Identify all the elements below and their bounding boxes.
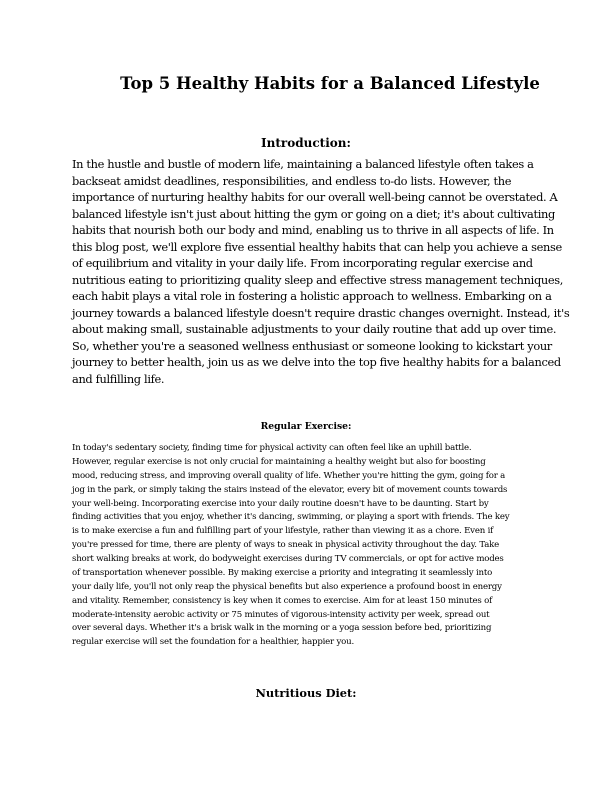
paragraph-line: and vitality. Remember, consistency is key when it comes to exercise. Aim for at least 150 minutes of	[72, 595, 493, 606]
regular-exercise-heading: Regular Exercise:	[260, 421, 352, 432]
paragraph-line: In today's sedentary society, finding time for physical activity can often feel like an uphill battle.	[72, 443, 472, 453]
paragraph-line: backseat amidst deadlines, responsibilities, and endless to-do lists. However, the	[72, 173, 512, 188]
regular-exercise-paragraph	[72, 442, 540, 650]
paragraph-line: jog in the park, or simply taking the stairs instead of the elevator, every bit of movement counts towards	[72, 484, 508, 495]
paragraph-line: However, regular exercise is not only crucial for maintaining a healthy weight but also for boosting	[72, 456, 486, 467]
paragraph-line: short walking breaks at work, do bodyweight exercises during TV commercials, or opt for active modes	[72, 554, 504, 564]
nutritious-diet-heading: Nutritious Diet:	[255, 686, 357, 700]
paragraph-line: and fulfilling life.	[72, 371, 165, 386]
page-title: Top 5 Healthy Habits for a Balanced Lifestyle	[120, 74, 540, 93]
introduction-heading: Introduction:	[261, 136, 351, 150]
paragraph-line: of equilibrium and vitality in your daily life. From incorporating regular exercise and	[72, 256, 533, 270]
paragraph-line: importance of nurturing healthy habits for our overall well-being cannot be overstated. A	[72, 190, 558, 204]
paragraph-line: about making small, sustainable adjustments to your daily routine that add up over time.	[72, 322, 557, 336]
paragraph-line: So, whether you're a seasoned wellness enthusiast or someone looking to kickstart your	[72, 338, 552, 353]
paragraph-line: habits that nourish both our body and mind, enabling us to thrive in all aspects of life. In	[72, 223, 554, 237]
paragraph-line: finding activities that you enjoy, whether it's dancing, swimming, or playing a sport with friends. The key	[72, 512, 510, 523]
paragraph-line: moderate-intensity aerobic activity or 75 minutes of vigorous-intensity activity per week, spread out	[72, 609, 490, 620]
paragraph-line: mood, reducing stress, and improving overall quality of life. Whether you're hitting the gym, going for a	[72, 470, 506, 481]
introduction-paragraph	[72, 156, 570, 387]
paragraph-line: journey to better health, join us as we delve into the top five healthy habits for a balanced	[72, 355, 561, 369]
paragraph-line: regular exercise will set the foundation for a healthier, happier you.	[72, 637, 354, 648]
paragraph-line: you're pressed for time, there are plenty of ways to sneak in physical activity throughout the day. Take	[72, 540, 500, 551]
paragraph-line: balanced lifestyle isn't just about hitting the gym or going on a diet; it's about cultivating	[72, 206, 555, 221]
paragraph-line: this blog post, we'll explore five essential healthy habits that can help you achieve a sense	[72, 239, 562, 254]
paragraph-line: your well-being. Incorporating exercise into your daily routine doesn't have to be daunting. Start by	[72, 498, 489, 509]
paragraph-line: over several days. Whether it's a brisk walk in the morning or a yoga session before bed, prioritizing	[72, 623, 492, 634]
paragraph-line: In the hustle and bustle of modern life, maintaining a balanced lifestyle often takes a	[72, 157, 534, 171]
paragraph-line: your daily life, you'll not only reap the physical benefits but also experience a profound boost in energy	[72, 581, 502, 592]
paragraph-line: journey towards a balanced lifestyle doesn't require drastic changes overnight. Instead, it's	[72, 305, 570, 320]
paragraph-line: of transportation whenever possible. By making exercise a priority and integrating it seamlessly into	[72, 567, 493, 578]
paragraph-line: is to make exercise a fun and fulfilling part of your lifestyle, rather than viewing it as a chore. Even if	[72, 526, 494, 537]
paragraph-line: each habit plays a vital role in fostering a holistic approach to wellness. Embarking on a	[72, 289, 552, 303]
paragraph-line: nutritious eating to prioritizing quality sleep and effective stress management techniques,	[72, 272, 564, 287]
